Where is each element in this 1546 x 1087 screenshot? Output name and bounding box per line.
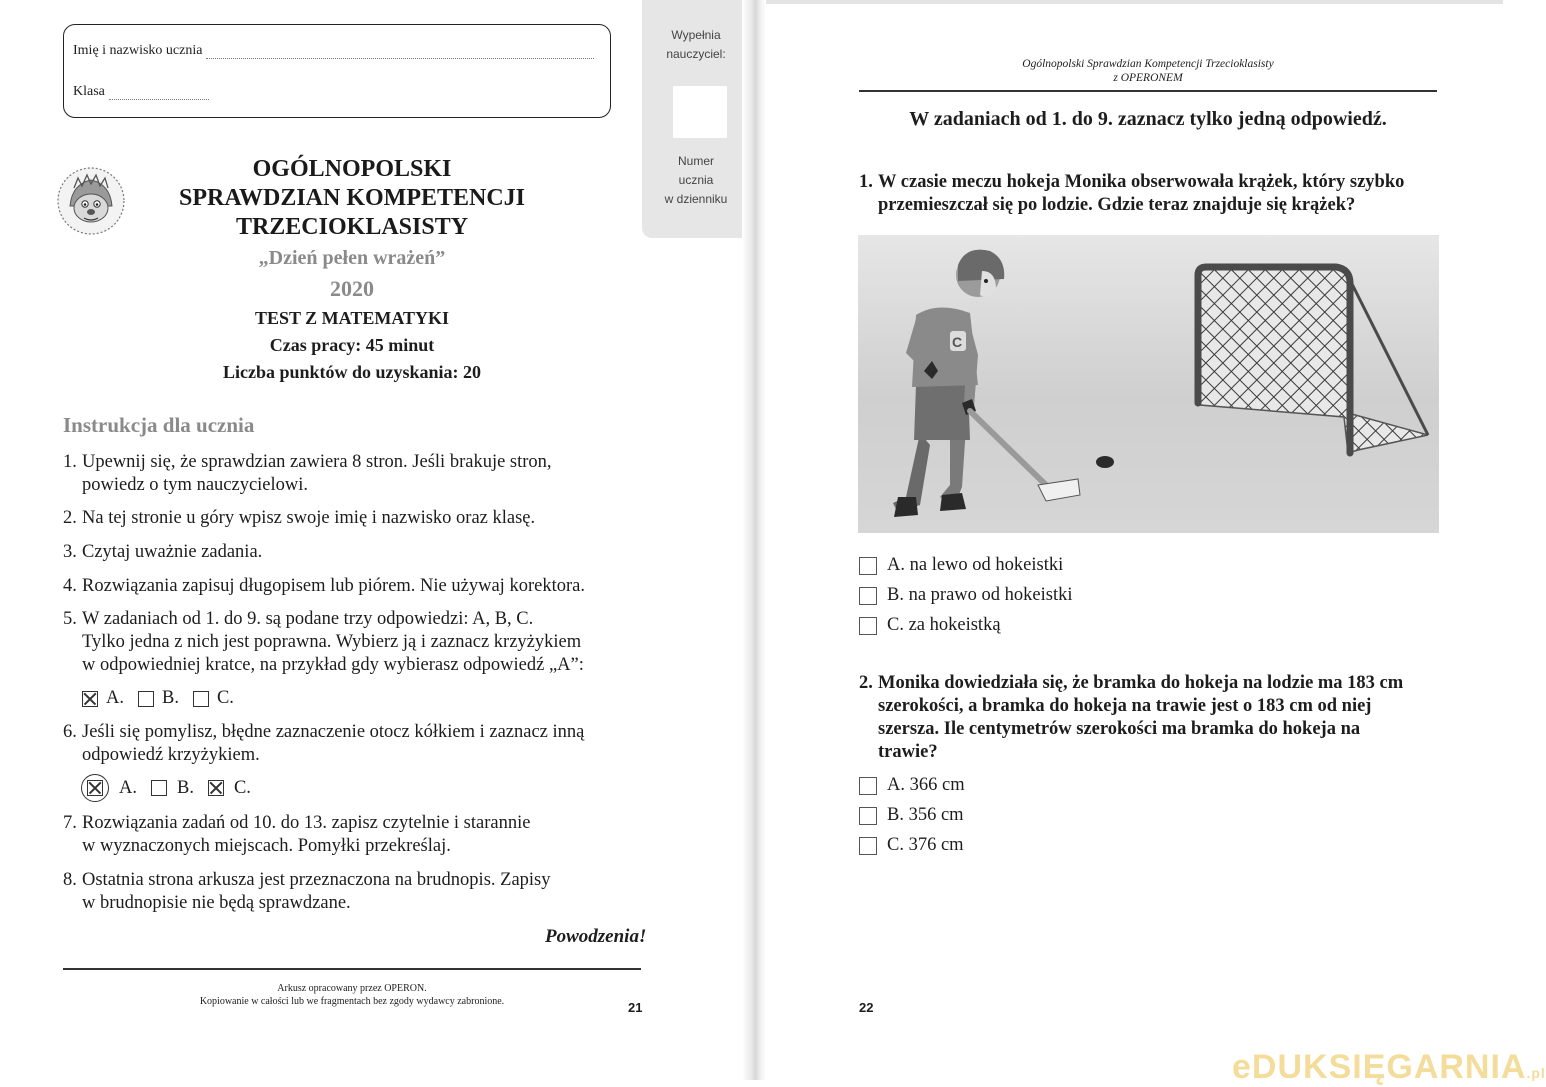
section-title: W zadaniach od 1. do 9. zaznacz tylko jedną odpowiedź.: [909, 108, 1387, 130]
good-luck-text: Powodzenia!: [545, 926, 647, 947]
instruction-item: [63, 812, 643, 858]
teacher-label-line1: Wypełnia: [671, 28, 721, 42]
name-label: Imię i nazwisko ucznia: [73, 43, 203, 58]
question-1: [859, 171, 1437, 217]
instruction-number: 6.: [63, 722, 77, 742]
empty-box-icon: [138, 691, 154, 707]
empty-box-icon: [151, 780, 167, 796]
option-text: A. na lewo od hokeistki: [887, 555, 1064, 575]
instruction-number: 1.: [63, 452, 77, 472]
instruction-number: 2.: [63, 508, 77, 528]
example-marking: [82, 688, 234, 709]
instruction-item: [63, 575, 643, 598]
instruction-text: Jeśli się pomylisz, błędne zaznaczenie otocz kółkiem i zaznacz inną: [82, 722, 585, 742]
instruction-item: [63, 451, 643, 497]
student-number-line1: Numer: [677, 154, 714, 168]
question-text: przemieszczał się po lodzie. Gdzie teraz znajduje się krążek?: [878, 195, 1356, 215]
instruction-item: [63, 869, 643, 915]
student-number-line3: w dzienniku: [664, 192, 728, 206]
instruction-text: w odpowiedniej kratce, na przykład gdy wybierasz odpowiedź „A”:: [82, 655, 584, 675]
book-spine: [742, 0, 766, 1080]
option-label-c: C.: [233, 777, 251, 798]
puck-icon: [1096, 456, 1114, 468]
question-number: 2.: [859, 673, 873, 693]
q2-option-c[interactable]: [859, 835, 964, 856]
title-block: [152, 155, 552, 383]
instruction-text: odpowiedź krzyżykiem.: [82, 745, 260, 765]
class-label: Klasa: [73, 84, 105, 99]
circled-box-icon: [81, 774, 109, 802]
instruction-text: Rozwiązania zapisuj długopisem lub piórem. Nie używaj korektora.: [82, 576, 585, 596]
instruction-number: 7.: [63, 813, 77, 833]
title-line1: OGÓLNOPOLSKI: [252, 156, 452, 182]
instruction-item: [63, 541, 643, 564]
footer-line2: Kopiowanie w całości lub we fragmentach bez zgody wydawcy zabronione.: [199, 996, 505, 1007]
option-label-b: B.: [177, 777, 194, 798]
instruction-item: [63, 608, 643, 677]
instruction-text: Czytaj uważnie zadania.: [82, 542, 263, 562]
watermark-suffix: .pl: [1526, 1065, 1546, 1081]
teacher-label-line2: nauczyciel:: [666, 47, 726, 61]
subtitle: „Dzień pełen wrażeń”: [258, 247, 446, 269]
header-line1: Ogólnopolski Sprawdzian Kompetencji Trzecioklasisty: [1022, 58, 1274, 70]
example-correction: [81, 774, 251, 802]
student-number-label: [642, 152, 750, 209]
hedgehog-logo-icon: [56, 166, 126, 236]
option-label-c: C.: [216, 688, 234, 708]
name-row[interactable]: [73, 43, 594, 59]
answer-checkbox[interactable]: [859, 777, 877, 795]
work-time: Czas pracy: 45 minut: [269, 335, 435, 355]
q1-option-b[interactable]: [859, 585, 1073, 606]
q2-option-b[interactable]: [859, 805, 964, 826]
instruction-text: powiedz o tym nauczycielowi.: [82, 475, 309, 495]
student-number-line2: ucznia: [678, 173, 714, 187]
option-text: C. 376 cm: [887, 835, 964, 855]
question-text: szerokości, a bramka do hokeja na trawie jest o 183 cm od niej: [878, 696, 1372, 716]
question-text: trawie?: [878, 742, 938, 762]
instruction-item: [63, 507, 643, 530]
footer-line1: Arkusz opracowany przez OPERON.: [277, 983, 427, 994]
page-number-right: 22: [859, 1000, 874, 1015]
instruction-number: 3.: [63, 542, 77, 562]
option-text: C. za hokeistką: [887, 615, 1001, 635]
left-page: [0, 0, 752, 1080]
q1-option-a[interactable]: [859, 555, 1063, 576]
answer-checkbox[interactable]: [859, 837, 877, 855]
option-text: A. 366 cm: [887, 775, 965, 795]
class-dotted-line[interactable]: [109, 87, 209, 100]
instruction-number: 8.: [63, 870, 77, 890]
answer-checkbox[interactable]: [859, 557, 877, 575]
footer-divider: [63, 968, 641, 970]
class-row[interactable]: [73, 84, 209, 100]
header-line2: z OPERONEM: [1113, 72, 1183, 84]
instruction-text: Na tej stronie u góry wpisz swoje imię i nazwisko oraz klasę.: [82, 508, 536, 528]
watermark: [1232, 1048, 1546, 1087]
student-number-field[interactable]: [673, 86, 727, 138]
max-points: Liczba punktów do uzyskania: 20: [222, 362, 482, 382]
question-text: W czasie meczu hokeja Monika obserwowała krążek, który szybko: [878, 172, 1405, 192]
answer-checkbox[interactable]: [859, 587, 877, 605]
footer-note: [152, 982, 552, 1008]
option-label-a: A.: [119, 777, 137, 798]
watermark-main: eDUKSIĘGARNIA: [1232, 1048, 1527, 1086]
instruction-item: [63, 721, 643, 767]
checked-box-icon: [208, 780, 224, 796]
q1-option-c[interactable]: [859, 615, 1001, 636]
hockey-illustration: [858, 235, 1439, 533]
answer-checkbox[interactable]: [859, 807, 877, 825]
answer-checkbox[interactable]: [859, 617, 877, 635]
teacher-label: [642, 26, 750, 64]
question-text: Monika dowiedziała się, że bramka do hokeja na lodzie ma 183 cm: [878, 673, 1404, 693]
instructions-title: Instrukcja dla ucznia: [63, 413, 255, 437]
question-text: szersza. Ile centymetrów szerokości ma bramka do hokeja na: [878, 719, 1361, 739]
option-label-a: A.: [106, 688, 124, 708]
name-dotted-line[interactable]: [206, 46, 594, 59]
instruction-text: W zadaniach od 1. do 9. są podane trzy odpowiedzi: A, B, C.: [82, 609, 534, 629]
checked-box-icon: [87, 780, 103, 796]
q2-option-a[interactable]: [859, 775, 965, 796]
instruction-number: 5.: [63, 609, 77, 629]
year: 2020: [330, 276, 374, 301]
page-number-left: 21: [628, 1000, 643, 1015]
option-text: B. na prawo od hokeistki: [887, 585, 1073, 605]
instruction-text: Upewnij się, że sprawdzian zawiera 8 stron. Jeśli brakuje stron,: [82, 452, 552, 472]
instruction-text: w brudnopisie nie będą sprawdzane.: [82, 893, 351, 913]
question-number: 1.: [859, 172, 873, 192]
option-text: B. 356 cm: [887, 805, 964, 825]
running-header: [859, 57, 1437, 85]
instruction-text: w wyznaczonych miejscach. Pomyłki przekreślaj.: [82, 836, 451, 856]
title-line2: SPRAWDZIAN KOMPETENCJI: [178, 185, 526, 211]
student-name-box: [63, 24, 611, 118]
header-divider: [859, 90, 1437, 92]
instruction-text: Ostatnia strona arkusza jest przeznaczona na brudnopis. Zapisy: [82, 870, 551, 890]
option-label-b: B.: [162, 688, 179, 708]
instruction-number: 4.: [63, 576, 77, 596]
checked-box-icon: [82, 691, 98, 707]
svg-text:C: C: [952, 334, 963, 350]
instruction-text: Rozwiązania zadań od 10. do 13. zapisz czytelnie i starannie: [82, 813, 531, 833]
question-2: [859, 672, 1437, 764]
instruction-text: Tylko jedna z nich jest poprawna. Wybierz ją i zaznacz krzyżykiem: [82, 632, 582, 652]
test-name: TEST Z MATEMATYKI: [254, 308, 450, 328]
empty-box-icon: [193, 691, 209, 707]
title-line3: TRZECIOKLASISTY: [235, 214, 469, 240]
teacher-box: [642, 0, 750, 238]
